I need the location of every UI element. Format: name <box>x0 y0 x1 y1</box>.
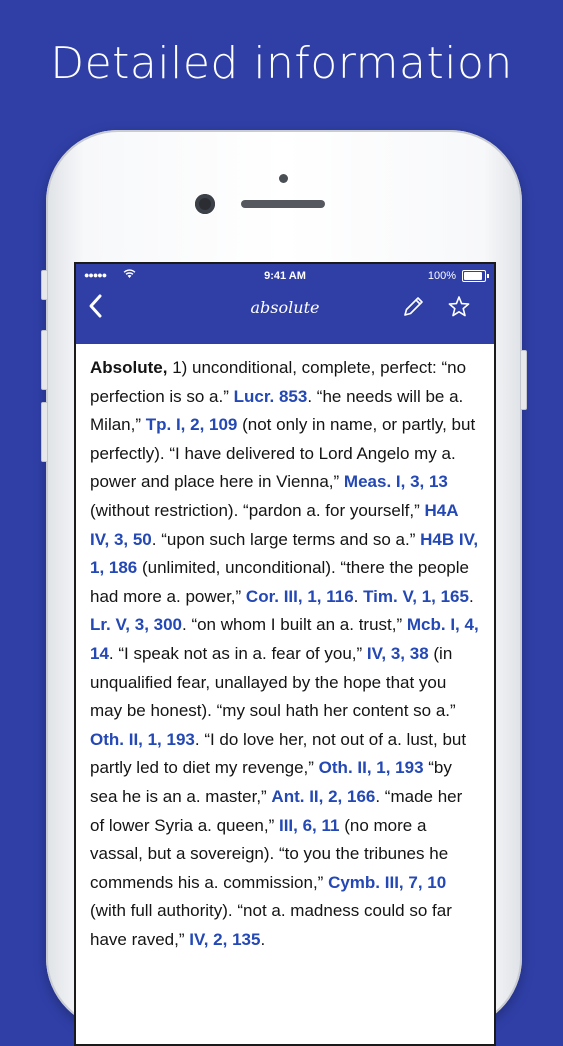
citation-link[interactable]: H4B IV, 1, 186 <box>90 529 479 578</box>
entry-text: 1) unconditional, complete, perfect: “no perfection is so a.” <box>90 358 467 406</box>
entry-text: . “he needs will be a. Milan,” <box>90 386 464 435</box>
favorite-button[interactable] <box>446 294 472 320</box>
entry-text: (in unqualified fear, unallayed by the hope that you may be honest). “my soul hath her content so a.” <box>90 643 456 721</box>
navigation-bar <box>76 264 494 344</box>
citation-link[interactable]: Oth. II, 1, 193 <box>90 729 195 749</box>
battery-percentage: 100% <box>427 270 456 282</box>
entry-text: (with full authority). “not a. madness could so far have raved,” <box>90 901 452 949</box>
citation-link[interactable]: Lucr. 853 <box>233 386 308 406</box>
entry-text: . <box>260 929 266 949</box>
proximity-sensor <box>279 174 288 183</box>
dictionary-entry <box>76 344 494 954</box>
entry-text: . <box>353 586 364 606</box>
signal-strength-icon: ●●●●● <box>84 270 107 280</box>
entry-text: “by sea he is an a. master,” <box>90 758 452 806</box>
front-camera <box>195 194 215 214</box>
entry-text: . “on whom I built an a. trust,” <box>182 615 407 635</box>
entry-text: (unlimited, unconditional). “there the people had more a. power,” <box>90 558 469 606</box>
citation-link[interactable]: Ant. II, 2, 166 <box>271 786 376 806</box>
volume-up-button <box>41 330 48 390</box>
app-screen <box>74 262 496 1046</box>
star-icon <box>446 294 472 320</box>
entry-text: . “upon such large terms and so a.” <box>151 529 421 549</box>
phone-frame <box>46 130 522 1030</box>
power-button <box>520 350 527 410</box>
earpiece-speaker <box>241 200 325 208</box>
volume-down-button <box>41 402 48 462</box>
entry-term: Absolute, <box>90 358 168 377</box>
citation-link[interactable]: Mcb. I, 4, 14 <box>90 615 479 663</box>
citation-link[interactable]: Tim. V, 1, 165 <box>363 586 469 606</box>
battery-icon <box>462 270 486 282</box>
status-bar <box>76 264 494 290</box>
promo-headline: Detailed information <box>50 38 513 89</box>
status-time: 9:41 AM <box>264 270 306 282</box>
entry-text: (no more a vassal, but a sovereign). “to you the tribunes he commends his a. commission,” <box>90 815 449 892</box>
citation-link[interactable]: Tp. I, 2, 109 <box>145 415 238 435</box>
citation-link[interactable]: Cymb. III, 7, 10 <box>328 872 447 892</box>
entry-text: . “I do love her, not out of a. lust, but partly led to diet my revenge,” <box>90 729 467 778</box>
entry-text: . <box>468 586 474 606</box>
citation-link[interactable]: IV, 3, 38 <box>366 643 429 663</box>
citation-link[interactable]: Cor. III, 1, 116 <box>245 586 354 606</box>
entry-text: (not only in name, or partly, but perfectly). “I have delivered to Lord Angelo my a. power and place here in Vienna,” <box>90 415 476 492</box>
entry-text: (without restriction). “pardon a. for yourself,” <box>90 500 425 520</box>
citation-link[interactable]: H4A IV, 3, 50 <box>90 500 458 549</box>
citation-link[interactable]: IV, 2, 135 <box>189 929 261 949</box>
citation-link[interactable]: III, 6, 11 <box>278 815 340 835</box>
entry-title: absolute <box>250 298 320 317</box>
entry-text: . “made her of lower Syria a. queen,” <box>90 786 463 835</box>
citation-link[interactable]: Lr. V, 3, 300 <box>90 615 182 635</box>
battery-fill <box>464 272 482 280</box>
citation-link[interactable]: Meas. I, 3, 13 <box>343 472 448 492</box>
pencil-icon <box>400 294 426 320</box>
entry-text: . “I speak not as in a. fear of you,” <box>108 643 367 663</box>
edit-button[interactable] <box>400 294 426 320</box>
citation-link[interactable]: Oth. II, 1, 193 <box>318 758 424 778</box>
mute-switch <box>41 270 48 300</box>
